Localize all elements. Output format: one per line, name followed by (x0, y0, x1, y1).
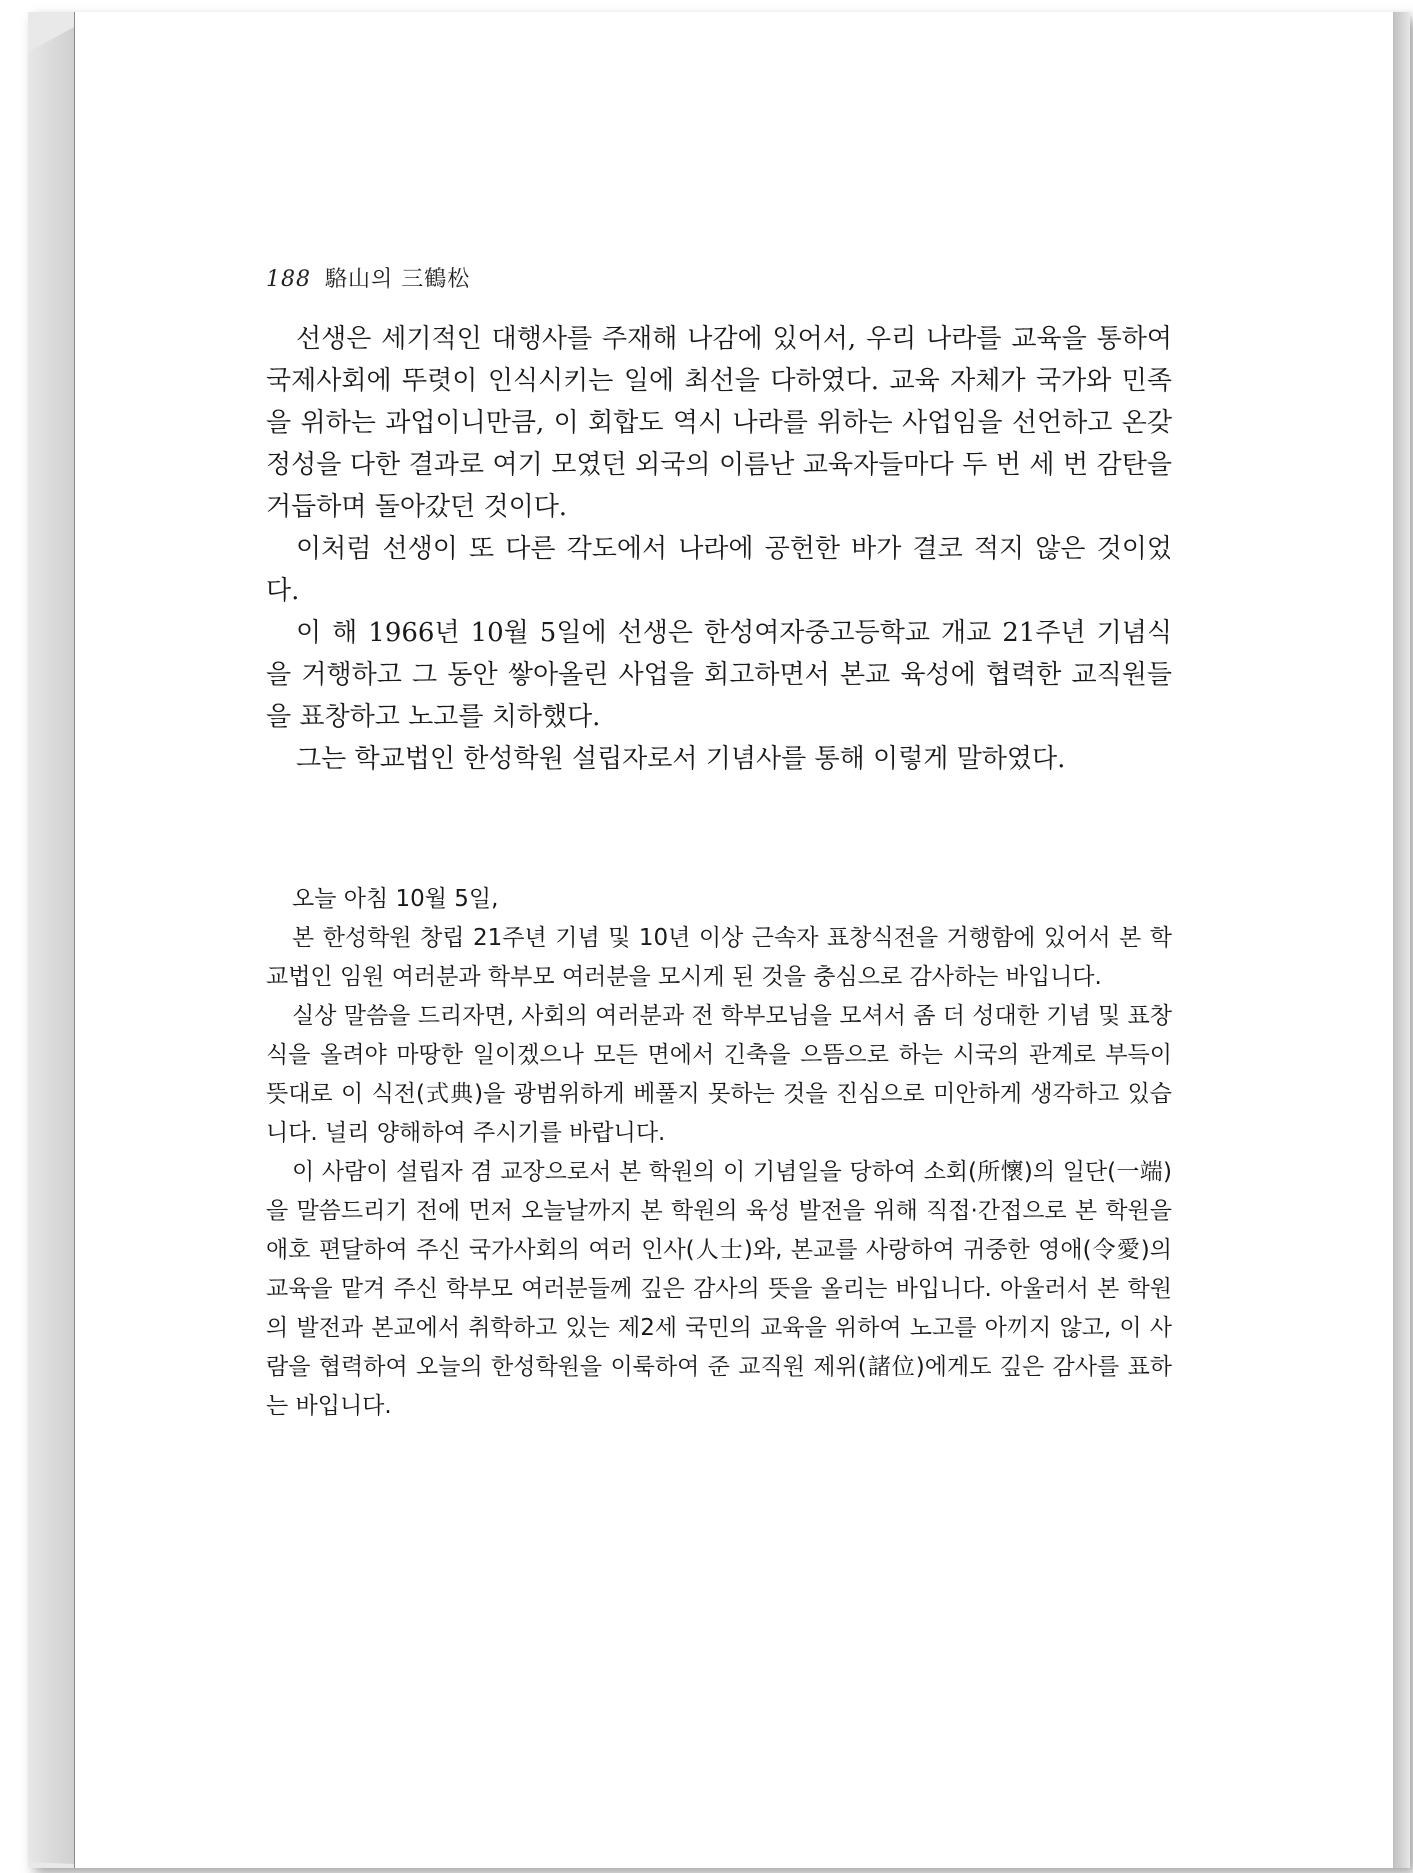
book-edge (28, 26, 77, 1864)
quote-paragraph: 이 사람이 설립자 겸 교장으로서 본 학원의 이 기념일을 당하여 소회(所懷)의 일단(一端)을 말씀드리기 전에 먼저 오늘날까지 본 학원의 육성 발전을 위해 직접·간접으로 본 학원을 애호 편달하여 주신 국가사회의 여러 인사(人士)와, 본교를 사랑하여 귀중한 영애(令愛)의 교육을 맡겨 주신 학부모 여러분들께 깊은 감사의 뜻을 올리는 바입니다. 아울러서 본 학원의 발전과 본교에서 취학하고 있는 제2세 국민의 교육을 위하여 노고를 아끼지 않고, 이 사람을 협력하여 오늘의 한성학원을 이룩하여 준 교직원 제위(諸位)에게도 깊은 감사를 표하는 바입니다. (266, 1159, 1172, 1419)
body-paragraph: 이 해 1966년 10월 5일에 선생은 한성여자중고등학교 개교 21주년 기념식을 거행하고 그 동안 쌓아올린 사업을 회고하면서 본교 육성에 협력한 교직원들을 표창하고 노고를 치하했다. (266, 618, 1172, 732)
book-title: 駱山의 三鶴松 (325, 267, 471, 292)
quote-paragraph: 실상 말씀을 드리자면, 사회의 여러분과 전 학부모님을 모셔서 좀 더 성대한 기념 및 표창식을 올려야 마땅한 일이겠으나 모든 면에서 긴축을 으뜸으로 하는 시국의 관계로 부득이 뜻대로 이 식전(式典)을 광범위하게 베풀지 못하는 것을 진심으로 미안하게 생각하고 있습니다. 널리 양해하여 주시기를 바랍니다. (266, 1003, 1172, 1146)
running-head (266, 262, 470, 293)
quote-paragraph: 오늘 아침 10월 5일, (292, 886, 499, 912)
body-paragraph: 선생은 세기적인 대행사를 주재해 나감에 있어서, 우리 나라를 교육을 통하여 국제사회에 뚜렷이 인식시키는 일에 최선을 다하였다. 교육 자체가 국가와 민족을 위하는 과업이니만큼, 이 회합도 역시 나라를 위하는 사업임을 선언하고 온갖 정성을 다한 결과로 여기 모였던 외국의 이름난 교육자들마다 두 번 세 번 감탄을 거듭하며 돌아갔던 것이다. (266, 324, 1172, 522)
body-text (266, 318, 1172, 780)
body-paragraph: 이처럼 선생이 또 다른 각도에서 나라에 공헌한 바가 결코 적지 않은 것이었다. (266, 534, 1172, 606)
body-paragraph: 그는 학교법인 한성학원 설립자로서 기념사를 통해 이렇게 말하였다. (296, 744, 1066, 774)
quote-paragraph: 본 한성학원 창립 21주년 기념 및 10년 이상 근속자 표창식전을 거행함에 있어서 본 학교법인 임원 여러분과 학부모 여러분을 모시게 된 것을 충심으로 감사하는 바입니다. (266, 925, 1172, 990)
quoted-speech (266, 880, 1172, 1426)
page-number: 188 (266, 267, 311, 292)
